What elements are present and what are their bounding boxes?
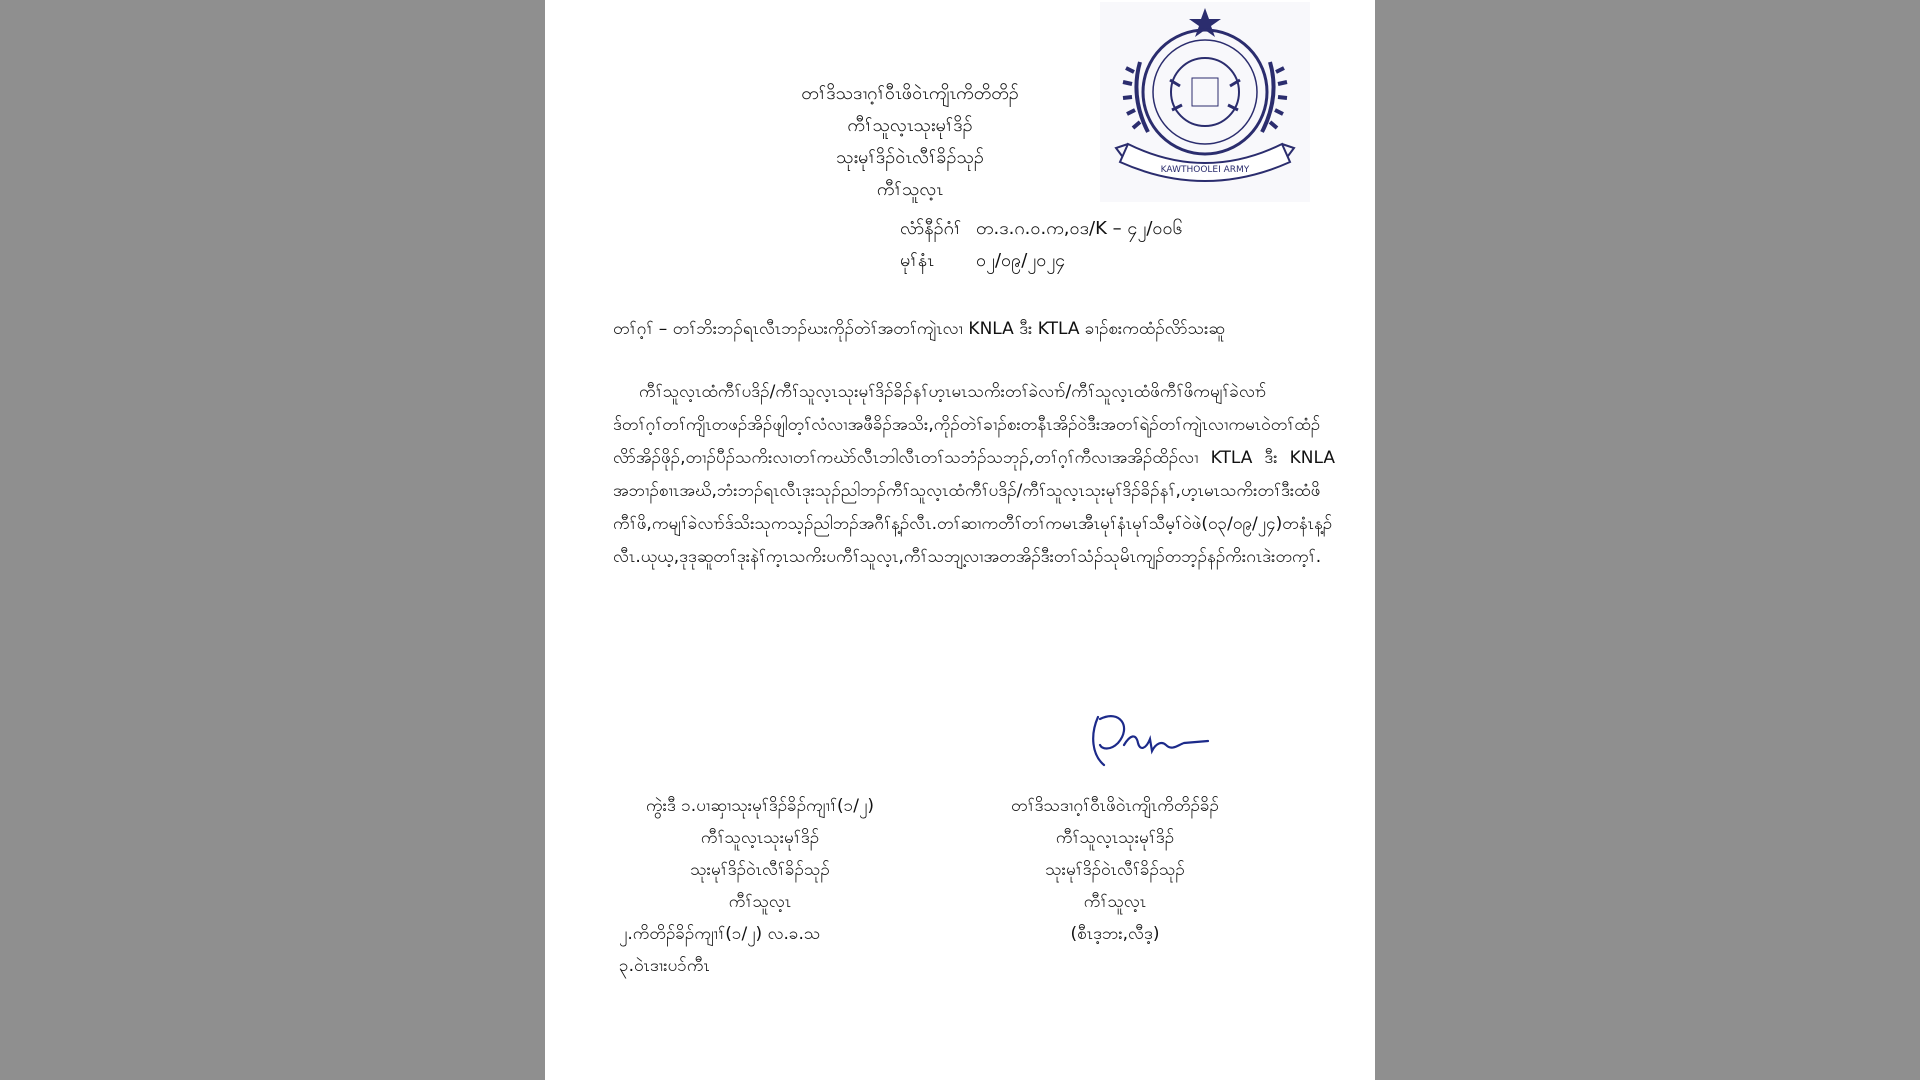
letterhead-line-4: ကီၢ်သူလ့ၤ [876, 179, 944, 200]
signatory-block [985, 790, 1245, 950]
letterhead-line-2: ကီၢ်သူလ့ၤသုးမုၢ်ဒိၣ် [847, 115, 973, 136]
distribution-line-4: ကီၢ်သူလ့ၤ [728, 892, 792, 912]
signatory-line-3: သုးမုၢ်ဒိၣ်ဝဲၤလီၢ်ခိၣ်သုၣ် [1045, 860, 1185, 880]
letterhead-line-3: သုးမုၢ်ဒိၣ်ဝဲၤလီၢ်ခိၣ်သုၣ် [836, 147, 984, 168]
reference-number: တ.ဒ.ဂ.ဝ.က,၀ဒ/K – ၄၂/၀၀၆ [976, 218, 1183, 239]
svg-text:KAWTHOOLEI ARMY: KAWTHOOLEI ARMY [1160, 165, 1250, 175]
handwritten-signature [1080, 705, 1220, 775]
date-label: မုၢ်နံၤ [900, 250, 934, 271]
date-row [900, 245, 1183, 277]
distribution-line-6: ၃.ဝဲၤဒၢးပၥ်ကီၤ [619, 956, 710, 976]
body-paragraph-2: ဒ်တၢ်ဂ့ၢ်တၢ်ကျိၤတဖၣ်အိၣ်ဖျါတ့ၢ်လံလၢအဖီခိၣ်အသိး,ကိုၣ်တဲၢ်ခၢၣ်စးတနီၤအိၣ်ဝဲဒီးအတၢ်ရဲၣ်တၢ်ကျဲၤလၢကမၤဝဲတၢ်ထံၣ်လိာ်အိၣ်ဖိုၣ်,တၢၣ်ပီၣ်သကိးလၢတၢ်ကဃဲာ်လီၤဘါလီၤတၢ်သဘံၣ်သဘုၣ်,တၢ်ဂ့ၢ်ကီလၢအအိၣ်ထိၣ်လၢ KTLA ဒီး KNLA အဘၢၣ်စၢၤအဃိ,ဘံးဘၣ်ရၤလီၤဒုးသုၣ်ညါဘၣ်ကီၢ်သူလ့ၤထံကီၢ်ပဒိၣ်/ကီၢ်သူလ့ၤသုးမုၢ်ဒိၣ်ခိၣ်နၢ်,ဟ့ၤမၤသကိးတၢ်ဒီးထံဖိကီၢ်ဖိ,ကမျၢ်ခဲလၢာ်ဒ်သိးသုကသ့ၣ်ညါဘၣ်အဂီၢ်န့ၣ်လီၤ.တၢ်ဆၢကတီၢ်တၢ်ကမၤအီၤမုၢ်နံၤမုၢ်သီမ့ၢ်ဝဲဖဲ(၀၃/၀၉/၂၄)တနံၤန့ၣ်လီၤ.ယုယ့,ဒုဒုဆူတၢ်ဒုးနဲၢ်က့ၤသကိးပကီၢ်သူလ့ၤ,ကီၢ်သဘျ့လၢအတအိၣ်ဒီးတၢ်သံၣ်သုမိၤကျၣ်တဘ့ၣ်နၣ်ကိးဂၤဒဲးတက့ၢ်. [613, 415, 1335, 567]
document-page [545, 0, 1375, 1080]
distribution-line-2: ကီၢ်သူလ့ၤသုးမုၢ်ဒိၣ် [700, 828, 820, 848]
body-paragraph-1: ကီၢ်သူလ့ၤထံကီၢ်ပဒိၣ်/ကီၢ်သူလ့ၤသုးမုၢ်ဒိၣ်ခိၣ်နၢ်ဟ့ၤမၤသကိးတၢ်ခဲလၢာ်/ကီၢ်သူလ့ၤထံဖိကီၢ်ဖိကမျၢ်ခဲလၢာ် [639, 382, 1267, 402]
distribution-list [615, 790, 905, 982]
signatory-name: (စီၤဒ့ဘး,လီဒ့) [1070, 924, 1160, 944]
distribution-line-5: ၂.ကိတိၣ်ခိၣ်ကျၢၢ်(၁/၂) လ.ခ.သ [619, 924, 821, 944]
letterhead-line-1: တၢ်ဒိသဒၢဂ့ၢ်ဝီၤဖိဝဲၤကျိၤကိတိတိၣ် [801, 83, 1019, 104]
letter-body [613, 376, 1335, 574]
letterhead [775, 78, 1045, 206]
signatory-line-1: တၢ်ဒိသဒၢဂ့ၢ်ဝီၤဖိဝဲၤကျိၤကိတိၣ်ခိၣ် [1011, 796, 1219, 816]
signatory-line-4: ကီၢ်သူလ့ၤ [1083, 892, 1147, 912]
subject-line: တၢ်ဂ့ၢ် – တၢ်ဘိးဘၣ်ရၤလီၤဘၣ်ဃးကိုၣ်တဲၢ်အတၢ်ကျဲၤလၢ KNLA ဒီး KTLA ခၢၣ်စးကထံၣ်လိာ်သးဆူ [613, 319, 1225, 339]
reference-row [900, 213, 1183, 245]
kawthoolei-army-emblem-icon [1100, 2, 1310, 202]
date-value: ၀၂/၀၉/၂၀၂၄ [976, 250, 1066, 271]
signatory-line-2: ကီၢ်သူလ့ၤသုးမုၢ်ဒိၣ် [1055, 828, 1175, 848]
reference-label: လံာ်နီၣ်ဂံၢ် [900, 218, 962, 239]
reference-block [900, 213, 1183, 277]
distribution-line-1: ကွဲးဒီ ၁.ပၢဆှၢသုးမုၢ်ဒိၣ်ခိၣ်ကျၢၢ်(၁/၂) [646, 796, 874, 816]
distribution-line-3: သုးမုၢ်ဒိၣ်ဝဲၤလီၢ်ခိၣ်သုၣ် [690, 860, 830, 880]
